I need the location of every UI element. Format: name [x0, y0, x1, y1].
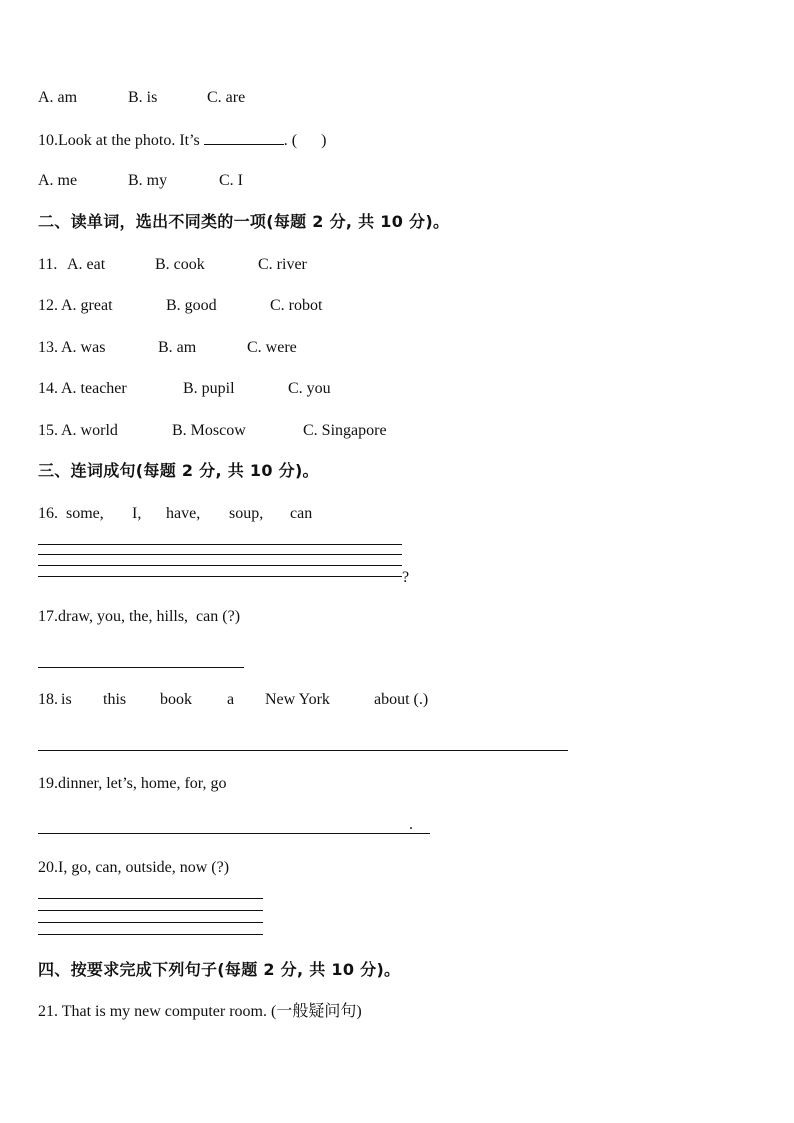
q14-option-b: B. pupil [183, 380, 235, 397]
q15-number: 15. [38, 422, 58, 439]
q18-word: is [61, 691, 72, 708]
q18-word: a [227, 691, 235, 708]
q15-option-b: B. Moscow [172, 422, 246, 439]
q15-option-c: C. Singapore [303, 422, 387, 439]
q17-question: 17.draw, you, the, hills, can (?) [38, 608, 241, 625]
q13-option-b: B. am [158, 339, 197, 356]
q9-option-c: C. are [207, 89, 246, 106]
q12-option-b: B. good [166, 297, 217, 314]
q14-option-a: A. teacher [61, 380, 127, 397]
q18-answer-line[interactable] [38, 750, 568, 751]
q13-option-c: C. were [247, 339, 297, 356]
q14-option-c: C. you [288, 380, 331, 397]
q19-answer-line[interactable] [38, 833, 430, 834]
q20-answer-line[interactable] [38, 934, 263, 935]
q16-word: some, [66, 505, 104, 522]
q16-number: 16. [38, 505, 58, 522]
q16-answer-line[interactable] [38, 576, 402, 577]
q16-answer-line[interactable] [38, 554, 402, 555]
q16-word: have, [166, 505, 201, 522]
q20-answer-line[interactable] [38, 898, 263, 899]
q16-answer-line[interactable] [38, 544, 402, 545]
q12-number: 12. [38, 297, 58, 314]
q10-option-a: A. me [38, 172, 78, 189]
q20-question: 20.I, go, can, outside, now (?) [38, 859, 230, 876]
q21-question: 21. That is my new computer room. (一般疑问句) [38, 1003, 362, 1020]
q9-option-b: B. is [128, 89, 158, 106]
q18-word: about (.) [374, 691, 429, 708]
q17-answer-line[interactable] [38, 667, 244, 668]
q13-number: 13. [38, 339, 58, 356]
q12-option-c: C. robot [270, 297, 323, 314]
q9-option-a: A. am [38, 89, 78, 106]
q14-number: 14. [38, 380, 58, 397]
q10-text-after: . ( ) [283, 132, 327, 149]
q11-option-c: C. river [258, 256, 307, 273]
q20-answer-line[interactable] [38, 922, 263, 923]
q20-answer-line[interactable] [38, 910, 263, 911]
q15-option-a: A. world [61, 422, 118, 439]
q18-word: this [103, 691, 127, 708]
q19-question: 19.dinner, let’s, home, for, go [38, 775, 227, 792]
q16-word: soup, [229, 505, 264, 522]
q16-word: can [290, 505, 313, 522]
q16-question-mark: ? [402, 569, 410, 586]
q19-period: . [409, 816, 413, 833]
q10-option-c: C. I [219, 172, 243, 189]
q11-number: 11. [38, 256, 62, 273]
q18-word: book [160, 691, 192, 708]
section-4-heading: 四、按要求完成下列句子(每题 2 分, 共 10 分)。 [38, 960, 401, 979]
q10-answer-blank[interactable] [204, 130, 284, 145]
q18-number: 18. [38, 691, 58, 708]
q18-word: New York [265, 691, 330, 708]
section-3-heading: 三、连词成句(每题 2 分, 共 10 分)。 [38, 461, 319, 480]
q16-answer-line[interactable] [38, 565, 402, 566]
q10-question [38, 130, 326, 151]
q10-text-before: 10.Look at the photo. It’s [38, 132, 204, 149]
section-2-heading: 二、读单词，选出不同类的一项(每题 2 分, 共 10 分)。 [38, 212, 450, 231]
q10-option-b: B. my [128, 172, 168, 189]
q13-option-a: A. was [61, 339, 106, 356]
q16-word: I, [132, 505, 142, 522]
q11-option-b: B. cook [155, 256, 205, 273]
q11-option-a: A. eat [67, 256, 106, 273]
q12-option-a: A. great [61, 297, 113, 314]
